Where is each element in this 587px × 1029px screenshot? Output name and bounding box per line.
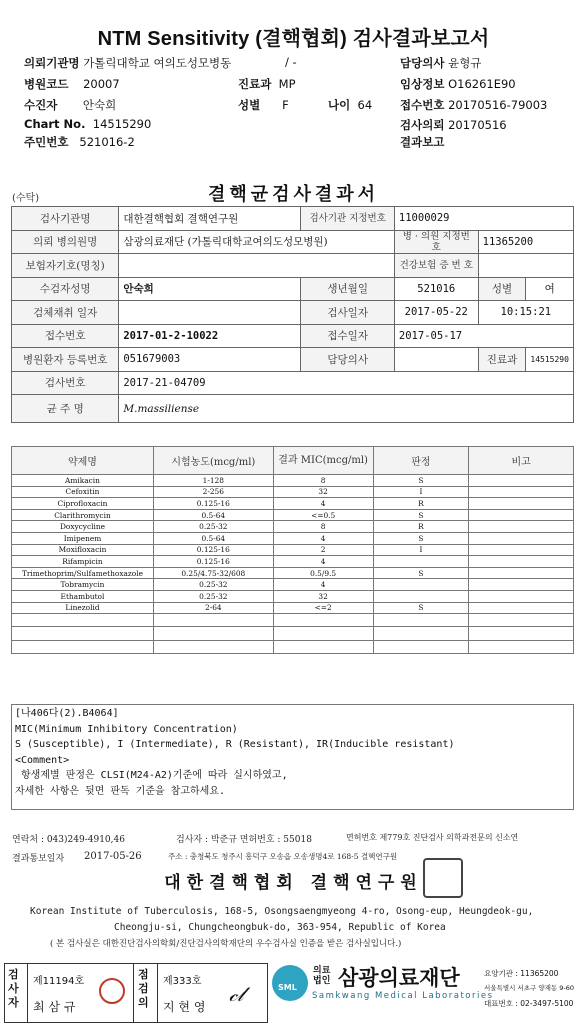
cell-range: 0.25-32 xyxy=(153,590,273,602)
header-request-date: 검사의뢰 20170516 xyxy=(400,118,507,132)
cell-note xyxy=(469,521,574,533)
table-row xyxy=(12,602,574,614)
patient-info-table: 검사기관명 대한결핵협회 결핵연구원 검사기관 지정번호 11000029 의뢰 병의원명 삼광의료재단 (가톨릭대학교여의도성모병원) 병 · 의원 지정번호 11365200 보험자기호(명칭) 건강보험 증 번 호 수검자성명 안숙희 생년월일 521016 성별 여 검체채취 일자 검사일자 2017-05-22 10:15:21 접수번호 2017-01-2-10022 접수일자 2017-05-17 병원환자 등록번호 051679003 담당의사 진료과 14515290 검사번호 2017-21-04709 균 주 명 M.massiliense xyxy=(11,206,574,423)
cell-mic: 8 xyxy=(273,475,373,487)
cell-note xyxy=(469,475,574,487)
table-row xyxy=(12,544,574,556)
species-name: M.massiliense xyxy=(119,395,574,423)
institute-name: 대한결핵협회 결핵연구원 xyxy=(164,873,423,893)
cell-drug: Imipenem xyxy=(12,532,154,544)
sml-phone: 대표번호 : 02-3497-5100 xyxy=(484,999,574,1008)
table-row xyxy=(12,556,574,568)
reviewer-name: 지 현 영 xyxy=(163,1000,206,1014)
cell-range: 0.125-16 xyxy=(153,556,273,568)
header-age: 나이 64 xyxy=(328,98,373,112)
table-row xyxy=(12,590,574,602)
cell-drug: Ethambutol xyxy=(12,590,154,602)
notes-mic-def: MIC(Minimum Inhibitory Concentration) xyxy=(15,723,238,735)
cell-mic: <=0.5 xyxy=(273,509,373,521)
header-sex: 성별 F xyxy=(238,98,289,112)
tester-tag: 검사자 xyxy=(8,968,19,1009)
insurance-no xyxy=(478,254,573,278)
cell-drug: Tobramycin xyxy=(12,579,154,591)
requesting-hospital: 삼광의료재단 (가톨릭대학교여의도성모병원) xyxy=(119,230,395,254)
notes-comment-head: <Comment> xyxy=(15,754,70,766)
cell-range: 0.25-32 xyxy=(153,579,273,591)
table-row xyxy=(12,521,574,533)
cell-drug: Clarithromycin xyxy=(12,509,154,521)
cell-note xyxy=(469,590,574,602)
sml-corp-tag: 의료 법인 xyxy=(313,966,331,986)
attending-doctor xyxy=(394,348,478,372)
cell-judge xyxy=(373,556,469,568)
tester-name: 최 삼 규 xyxy=(33,1000,76,1014)
tester-seal-icon xyxy=(99,978,125,1004)
header-resident-no: 주민번호 521016-2 xyxy=(24,135,135,149)
cell-judge: S xyxy=(373,567,469,579)
cell-mic: 2 xyxy=(273,544,373,556)
header-dept: 진료과 MP xyxy=(238,77,296,91)
sml-logo-icon: SML xyxy=(272,965,308,1001)
header-doctor: 담당의사 윤형규 xyxy=(400,56,482,70)
notes-box xyxy=(11,704,574,810)
cell-judge xyxy=(373,579,469,591)
cell-drug: Trimethoprim/Sulfamethoxazole xyxy=(12,567,154,579)
table-row xyxy=(12,579,574,591)
tester-license: 검사자 : 박준규 면허번호 : 55018 xyxy=(176,835,312,845)
institute-seal-icon xyxy=(423,858,463,898)
header-dept-blank: / - xyxy=(285,55,297,69)
cell-drug: Cefoxitin xyxy=(12,486,154,498)
cell-judge: R xyxy=(373,498,469,510)
notes-legend: S (Susceptible), I (Intermediate), R (Resistant), IR(Inducible resistant) xyxy=(15,739,455,750)
requesting-hospital-no: 11365200 xyxy=(478,230,573,254)
test-time: 10:15:21 xyxy=(478,301,573,325)
table-row xyxy=(12,475,574,487)
table-row xyxy=(12,509,574,521)
insurer xyxy=(119,254,395,278)
susceptibility-table xyxy=(11,446,574,654)
cell-drug: Linezolid xyxy=(12,602,154,614)
header-clinical-info: 임상정보 O16261E90 xyxy=(400,77,516,91)
cell-mic: <=2 xyxy=(273,602,373,614)
cell-note xyxy=(469,498,574,510)
cell-mic: 0.5/9.5 xyxy=(273,567,373,579)
header-result-report: 결과보고 xyxy=(400,135,445,149)
cell-mic: 4 xyxy=(273,532,373,544)
cell-drug: Ciprofloxacin xyxy=(12,498,154,510)
sml-name: 삼광의료재단 xyxy=(338,966,460,990)
cell-judge: S xyxy=(373,532,469,544)
cell-range: 2-256 xyxy=(153,486,273,498)
cell-note xyxy=(469,509,574,521)
sml-code: 요양기관 : 11365200 xyxy=(484,969,559,978)
cell-mic: 4 xyxy=(273,579,373,591)
cell-range: 0.5-64 xyxy=(153,509,273,521)
collection-date xyxy=(119,301,301,325)
eng-address-2: Cheongju-si, Chungcheongbuk-do, 363-954, Republic of Korea xyxy=(114,922,446,933)
hospital-reg-no: 051679003 xyxy=(119,348,301,372)
cell-range: 0.5-64 xyxy=(153,532,273,544)
cell-mic: 32 xyxy=(273,590,373,602)
cell-range: 0.25/4.75-32/608 xyxy=(153,567,273,579)
report-date: 2017-05-26 xyxy=(84,851,142,862)
report-date-label: 결과통보일자 xyxy=(12,854,65,864)
header-org: 의뢰기관명 가톨릭대학교 여의도성모병동 xyxy=(24,56,232,70)
notes-comment-2: 자세한 사항은 뒷면 판독 기준을 참고하세요. xyxy=(15,785,226,797)
cell-range: 0.25-32 xyxy=(153,521,273,533)
reviewer-signature-icon: 𝒸𝓁 xyxy=(229,982,244,1006)
table-row xyxy=(12,486,574,498)
col-range: 시험농도(mcg/ml) xyxy=(153,447,273,475)
cell-note xyxy=(469,579,574,591)
table-row xyxy=(12,567,574,579)
consign-note: (수탁) xyxy=(12,193,40,204)
cell-drug: Moxifloxacin xyxy=(12,544,154,556)
org-number: 11000029 xyxy=(394,207,573,231)
cell-note xyxy=(469,602,574,614)
cell-range: 2-64 xyxy=(153,602,273,614)
cell-mic: 4 xyxy=(273,556,373,568)
birth-date: 521016 xyxy=(394,277,478,301)
cell-note xyxy=(469,532,574,544)
org-name: 대한결핵협회 결핵연구원 xyxy=(119,207,301,231)
cell-range: 1-128 xyxy=(153,475,273,487)
table-row xyxy=(12,532,574,544)
dept-value: 14515290 xyxy=(526,348,574,372)
cell-judge: S xyxy=(373,509,469,521)
receipt-number: 2017-01-2-10022 xyxy=(119,324,301,348)
col-drug: 약제명 xyxy=(12,447,154,475)
cell-judge xyxy=(373,590,469,602)
reviewer-license-no: 제333호 xyxy=(163,976,202,987)
test-number: 2017-21-04709 xyxy=(119,371,574,395)
cell-range: 0.125-16 xyxy=(153,498,273,510)
header-chart-no: Chart No. 14515290 xyxy=(24,117,152,131)
cell-drug: Rifampicin xyxy=(12,556,154,568)
cell-judge: I xyxy=(373,486,469,498)
cell-drug: Doxycycline xyxy=(12,521,154,533)
cell-note xyxy=(469,486,574,498)
patient-sex: 여 xyxy=(526,277,574,301)
cell-range: 0.125-16 xyxy=(153,544,273,556)
signature-box xyxy=(4,963,268,1023)
cell-note xyxy=(469,544,574,556)
cell-mic: 8 xyxy=(273,521,373,533)
table-row xyxy=(12,498,574,510)
header-patient: 수진자 안숙희 xyxy=(24,98,117,112)
cell-judge: I xyxy=(373,544,469,556)
cell-note xyxy=(469,556,574,568)
test-date: 2017-05-22 xyxy=(394,301,478,325)
document-title: 결핵균검사결과서 xyxy=(207,184,380,205)
cell-judge: S xyxy=(373,475,469,487)
address: 주소 : 충청북도 청주시 흥덕구 오송읍 오송생명4로 168-5 결핵연구원 xyxy=(168,852,398,861)
cell-judge: S xyxy=(373,602,469,614)
cell-drug: Amikacin xyxy=(12,475,154,487)
certification-note: ( 본 검사실은 대한진단검사의학회/진단검사의학재단의 우수검사실 인증을 받은 검사실입니다.) xyxy=(50,939,402,949)
notes-code: [나406다(2).B4064] xyxy=(15,708,119,719)
sml-eng-name: Samkwang Medical Laboratories xyxy=(312,991,494,1001)
sml-address: 서울특별시 서초구 양재동 9-60 xyxy=(484,984,575,992)
tester-license-no: 제11194호 xyxy=(33,976,85,987)
col-judgement: 판정 xyxy=(373,447,469,475)
receipt-date: 2017-05-17 xyxy=(394,324,573,348)
report-title: NTM Sensitivity (결핵협회) 검사결과보고서 xyxy=(97,28,490,50)
eng-address-1: Korean Institute of Tuberculosis, 168-5, Osongsaengmyeong 4-ro, Osong-eup, Heungdeok-gu, xyxy=(30,906,534,917)
cell-judge: R xyxy=(373,521,469,533)
header-hospital-code: 병원코드 20007 xyxy=(24,77,120,91)
reviewer-tag: 점검의 xyxy=(138,968,149,1009)
cell-mic: 32 xyxy=(273,486,373,498)
header-receipt-no: 접수번호 20170516-79003 xyxy=(400,98,548,112)
contact: 연락처 : 043)249-4910,46 xyxy=(12,835,125,845)
notes-comment-1: 항생제별 판정은 CLSI(M24-A2)기준에 따라 실시하였고, xyxy=(15,770,288,781)
col-note: 비고 xyxy=(469,447,574,475)
cell-note xyxy=(469,567,574,579)
col-mic: 결과 MIC(mcg/ml) xyxy=(273,447,373,475)
cell-mic: 4 xyxy=(273,498,373,510)
director-license: 면허번호 제779호 진단검사 의학과전문의 신소연 xyxy=(346,833,519,842)
patient-name: 안숙희 xyxy=(119,277,301,301)
